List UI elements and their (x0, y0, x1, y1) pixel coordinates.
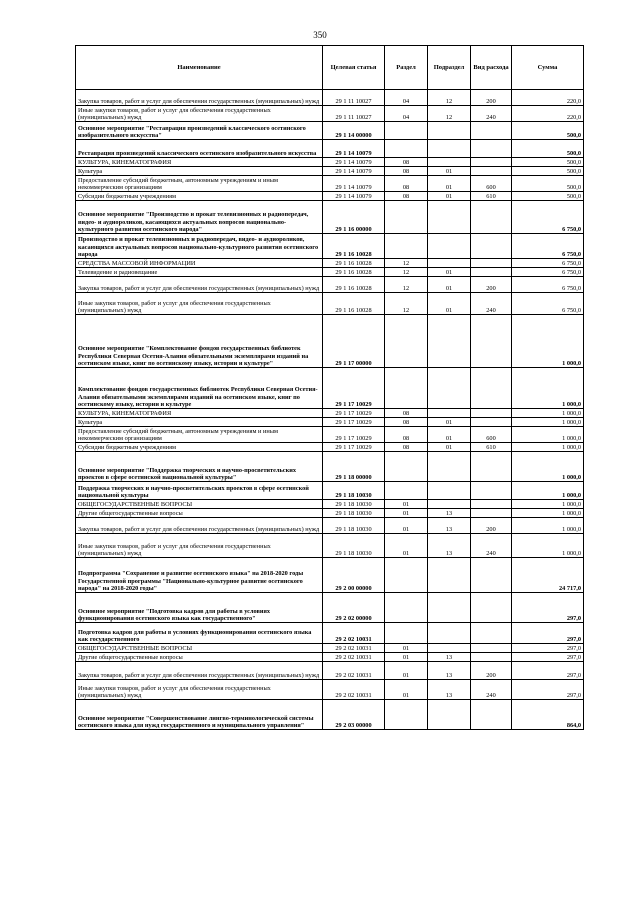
table-row (76, 500, 584, 509)
cell-expense-type: 240 (471, 680, 512, 700)
cell-expense-type: 610 (471, 192, 512, 201)
cell-expense-type (471, 201, 512, 234)
cell-section: 01 (385, 653, 428, 662)
cell-subsection: 01 (428, 443, 471, 452)
cell-expense-type (471, 259, 512, 268)
cell-subsection (428, 234, 471, 259)
cell-subsection (428, 409, 471, 418)
cell-article: 29 1 16 00000 (323, 201, 385, 234)
table-row (76, 176, 584, 192)
cell-name: ОБЩЕГОСУДАРСТВЕННЫЕ ВОПРОСЫ (76, 644, 323, 653)
cell-expense-type (471, 234, 512, 259)
cell-article: 29 2 02 10031 (323, 680, 385, 700)
cell-expense-type (471, 500, 512, 509)
cell-subsection: 12 (428, 106, 471, 122)
cell-name: Основное мероприятие "Подготовка кадров для работы в условиях функционирования осетинского языка как государственного" (76, 593, 323, 623)
cell-section: 08 (385, 192, 428, 201)
cell-expense-type: 610 (471, 443, 512, 452)
cell-amount: 1 000,0 (512, 482, 584, 500)
cell-subsection (428, 593, 471, 623)
cell-section (385, 122, 428, 140)
cell-section: 01 (385, 500, 428, 509)
cell-expense-type (471, 409, 512, 418)
cell-article: 29 1 18 10030 (323, 518, 385, 534)
cell-name: Предоставление субсидий бюджетным, автономным учреждениям и иным некоммерческим организациям (76, 176, 323, 192)
cell-amount: 297,0 (512, 593, 584, 623)
cell-subsection (428, 315, 471, 368)
cell-expense-type (471, 167, 512, 176)
cell-subsection (428, 644, 471, 653)
cell-section: 08 (385, 409, 428, 418)
table-row (76, 201, 584, 234)
table-row (76, 452, 584, 482)
cell-article: 29 1 14 10079 (323, 158, 385, 167)
table-row (76, 518, 584, 534)
cell-article: 29 1 14 10079 (323, 192, 385, 201)
table-row (76, 167, 584, 176)
cell-name: Иные закупки товаров, работ и услуг для обеспечения государственных (муниципальных) нужд (76, 293, 323, 315)
cell-amount: 1 000,0 (512, 418, 584, 427)
cell-name: Предоставление субсидий бюджетным, автономным учреждениям и иным некоммерческим организациям (76, 427, 323, 443)
cell-expense-type: 200 (471, 662, 512, 680)
cell-article: 29 1 11 10027 (323, 90, 385, 106)
cell-amount: 500,0 (512, 167, 584, 176)
table-row (76, 623, 584, 644)
cell-subsection (428, 122, 471, 140)
cell-amount: 297,0 (512, 644, 584, 653)
cell-article: 29 1 17 10029 (323, 427, 385, 443)
table-row (76, 644, 584, 653)
cell-section: 12 (385, 293, 428, 315)
table-row (76, 509, 584, 518)
header-name: Наименование (76, 46, 323, 90)
cell-name: Другие общегосударственные вопросы (76, 653, 323, 662)
cell-expense-type (471, 700, 512, 730)
cell-section: 08 (385, 176, 428, 192)
cell-subsection: 13 (428, 518, 471, 534)
cell-amount: 500,0 (512, 176, 584, 192)
cell-expense-type: 600 (471, 176, 512, 192)
cell-name: Культура (76, 418, 323, 427)
cell-name: ОБЩЕГОСУДАРСТВЕННЫЕ ВОПРОСЫ (76, 500, 323, 509)
cell-expense-type (471, 368, 512, 409)
cell-article: 29 1 16 10028 (323, 293, 385, 315)
table-row (76, 558, 584, 593)
cell-article: 29 2 02 10031 (323, 653, 385, 662)
cell-expense-type: 240 (471, 293, 512, 315)
header-article: Целевая статья (323, 46, 385, 90)
cell-article: 29 1 17 10029 (323, 409, 385, 418)
cell-name: Основное мероприятие "Комплектование фондов государственных библиотек Республики Северная Осетия-Алания обязательными экземплярами изданий на осетинском языке, книг по осетинскому языку, истории и культуре" (76, 315, 323, 368)
cell-amount: 1 000,0 (512, 534, 584, 558)
cell-amount: 500,0 (512, 122, 584, 140)
cell-article: 29 2 02 00000 (323, 593, 385, 623)
cell-amount: 6 750,0 (512, 259, 584, 268)
cell-expense-type: 240 (471, 534, 512, 558)
cell-amount: 297,0 (512, 653, 584, 662)
cell-expense-type (471, 418, 512, 427)
cell-expense-type (471, 593, 512, 623)
cell-section: 01 (385, 644, 428, 653)
cell-subsection (428, 700, 471, 730)
table-row (76, 158, 584, 167)
table-row (76, 662, 584, 680)
cell-expense-type (471, 452, 512, 482)
cell-expense-type (471, 122, 512, 140)
table-row (76, 593, 584, 623)
cell-amount: 297,0 (512, 680, 584, 700)
cell-article: 29 1 16 10028 (323, 268, 385, 277)
cell-article: 29 1 18 10030 (323, 500, 385, 509)
cell-subsection: 01 (428, 277, 471, 293)
cell-expense-type (471, 558, 512, 593)
cell-expense-type (471, 315, 512, 368)
cell-name: Реставрация произведений классического осетинского изобразительного искусства (76, 140, 323, 158)
cell-article: 29 1 17 10029 (323, 368, 385, 409)
cell-name: Иные закупки товаров, работ и услуг для обеспечения государственных (муниципальных) нужд (76, 534, 323, 558)
cell-section: 01 (385, 534, 428, 558)
cell-article: 29 1 11 10027 (323, 106, 385, 122)
cell-amount: 1 000,0 (512, 368, 584, 409)
cell-section: 01 (385, 518, 428, 534)
table-row (76, 409, 584, 418)
cell-amount: 1 000,0 (512, 409, 584, 418)
cell-section: 01 (385, 662, 428, 680)
cell-expense-type: 200 (471, 518, 512, 534)
cell-name: Телевидение и радиовещание (76, 268, 323, 277)
cell-name: Закупка товаров, работ и услуг для обеспечения государственных (муниципальных) нужд (76, 518, 323, 534)
header-section: Раздел (385, 46, 428, 90)
cell-subsection (428, 368, 471, 409)
table-row (76, 315, 584, 368)
cell-section: 08 (385, 443, 428, 452)
cell-section (385, 140, 428, 158)
cell-article: 29 1 14 10079 (323, 176, 385, 192)
cell-section (385, 368, 428, 409)
cell-expense-type (471, 482, 512, 500)
header-amount: Сумма (512, 46, 584, 90)
cell-expense-type (471, 140, 512, 158)
cell-section: 04 (385, 90, 428, 106)
cell-amount: 1 000,0 (512, 509, 584, 518)
cell-subsection (428, 482, 471, 500)
cell-article: 29 1 14 00000 (323, 122, 385, 140)
cell-section (385, 201, 428, 234)
cell-section: 08 (385, 418, 428, 427)
cell-name: Другие общегосударственные вопросы (76, 509, 323, 518)
cell-name: Закупка товаров, работ и услуг для обеспечения государственных (муниципальных) нужд (76, 90, 323, 106)
table-row (76, 680, 584, 700)
cell-article: 29 2 02 10031 (323, 662, 385, 680)
cell-article: 29 1 17 00000 (323, 315, 385, 368)
cell-section: 08 (385, 158, 428, 167)
table-body (76, 90, 584, 730)
cell-amount: 1 000,0 (512, 443, 584, 452)
header-expense-type: Вид расхода (471, 46, 512, 90)
cell-article: 29 1 18 10030 (323, 482, 385, 500)
cell-subsection (428, 500, 471, 509)
cell-section: 01 (385, 509, 428, 518)
table-row (76, 293, 584, 315)
cell-article: 29 1 16 10028 (323, 259, 385, 268)
cell-name: Основное мероприятие "Производство и прокат телевизионных и радиопередач, видео- и аудиороликов, касающихся актуальных вопросов национально-культурного развития осетинского народа" (76, 201, 323, 234)
table-row (76, 122, 584, 140)
cell-amount: 24 717,0 (512, 558, 584, 593)
cell-subsection: 13 (428, 653, 471, 662)
cell-subsection: 01 (428, 418, 471, 427)
cell-amount: 1 000,0 (512, 518, 584, 534)
cell-name: Закупка товаров, работ и услуг для обеспечения государственных (муниципальных) нужд (76, 277, 323, 293)
cell-amount: 6 750,0 (512, 234, 584, 259)
cell-expense-type (471, 653, 512, 662)
cell-article: 29 2 00 00000 (323, 558, 385, 593)
cell-section (385, 593, 428, 623)
cell-name: Основное мероприятие "Реставрация произведений классического осетинского изобразительного искусства" (76, 122, 323, 140)
cell-section: 04 (385, 106, 428, 122)
cell-expense-type (471, 623, 512, 644)
cell-name: Подготовка кадров для работы в условиях функционирования осетинского языка как государственного (76, 623, 323, 644)
cell-article: 29 1 16 10028 (323, 277, 385, 293)
cell-subsection (428, 201, 471, 234)
cell-name: Субсидии бюджетным учреждениям (76, 192, 323, 201)
cell-amount: 1 000,0 (512, 452, 584, 482)
cell-subsection: 13 (428, 534, 471, 558)
table-header-row (76, 46, 584, 90)
cell-section (385, 315, 428, 368)
table-row (76, 259, 584, 268)
cell-amount: 1 000,0 (512, 427, 584, 443)
table-row (76, 700, 584, 730)
cell-subsection: 01 (428, 293, 471, 315)
cell-section (385, 452, 428, 482)
cell-amount: 1 000,0 (512, 500, 584, 509)
cell-amount: 500,0 (512, 192, 584, 201)
cell-subsection: 13 (428, 509, 471, 518)
cell-subsection: 01 (428, 192, 471, 201)
cell-section (385, 234, 428, 259)
cell-amount: 6 750,0 (512, 268, 584, 277)
cell-subsection (428, 452, 471, 482)
cell-subsection (428, 158, 471, 167)
cell-section: 08 (385, 167, 428, 176)
cell-name: Культура (76, 167, 323, 176)
cell-article: 29 2 02 10031 (323, 623, 385, 644)
cell-article: 29 1 17 10029 (323, 418, 385, 427)
cell-subsection: 01 (428, 176, 471, 192)
cell-subsection (428, 140, 471, 158)
cell-subsection (428, 259, 471, 268)
cell-section (385, 700, 428, 730)
cell-amount: 297,0 (512, 662, 584, 680)
cell-name: Закупка товаров, работ и услуг для обеспечения государственных (муниципальных) нужд (76, 662, 323, 680)
cell-expense-type (471, 509, 512, 518)
table-row (76, 234, 584, 259)
cell-amount: 220,0 (512, 106, 584, 122)
cell-article: 29 1 17 10029 (323, 443, 385, 452)
cell-subsection: 01 (428, 268, 471, 277)
cell-article: 29 1 16 10028 (323, 234, 385, 259)
cell-expense-type: 600 (471, 427, 512, 443)
cell-amount: 500,0 (512, 158, 584, 167)
cell-subsection: 13 (428, 662, 471, 680)
cell-subsection: 13 (428, 680, 471, 700)
cell-name: Основное мероприятие "Поддержка творческих и научно-просветительских проектов в сфере осетинской национальной культуры" (76, 452, 323, 482)
cell-subsection: 12 (428, 90, 471, 106)
cell-subsection (428, 623, 471, 644)
cell-article: 29 2 03 00000 (323, 700, 385, 730)
cell-subsection: 01 (428, 167, 471, 176)
cell-article: 29 1 14 10079 (323, 167, 385, 176)
cell-expense-type: 200 (471, 90, 512, 106)
table-row (76, 653, 584, 662)
table-row (76, 443, 584, 452)
cell-section (385, 482, 428, 500)
cell-section (385, 623, 428, 644)
table-row (76, 368, 584, 409)
table-row (76, 277, 584, 293)
cell-name: Комплектование фондов государственных библиотек Республики Северная Осетия-Алания обязательными экземплярами изданий на осетинском языке, книг по осетинскому языку, истории и культуре (76, 368, 323, 409)
cell-article: 29 1 18 10030 (323, 509, 385, 518)
cell-section: 12 (385, 277, 428, 293)
cell-amount: 297,0 (512, 623, 584, 644)
cell-name: Основное мероприятие "Совершенствование лингво-терминологической системы осетинского языка для нужд государственного и муниципального управления" (76, 700, 323, 730)
cell-subsection (428, 558, 471, 593)
cell-name: Иные закупки товаров, работ и услуг для обеспечения государственных (муниципальных) нужд (76, 680, 323, 700)
cell-article: 29 1 14 10079 (323, 140, 385, 158)
table-row (76, 90, 584, 106)
cell-section: 08 (385, 427, 428, 443)
cell-amount: 6 750,0 (512, 201, 584, 234)
cell-name: Производство и прокат телевизионных и радиопередач, видео- и аудиороликов, касающихся актуальных вопросов национально-культурного развития осетинского народа (76, 234, 323, 259)
cell-article: 29 1 18 10030 (323, 534, 385, 558)
budget-table (75, 45, 584, 730)
page-number: 350 (313, 30, 327, 40)
table-row (76, 268, 584, 277)
table-row (76, 427, 584, 443)
cell-expense-type: 240 (471, 106, 512, 122)
cell-name: Поддержка творческих и научно-просветительских проектов в сфере осетинской национальной культуры (76, 482, 323, 500)
cell-amount: 864,0 (512, 700, 584, 730)
cell-name: СРЕДСТВА МАССОВОЙ ИНФОРМАЦИИ (76, 259, 323, 268)
table-row (76, 106, 584, 122)
cell-name: Подпрограмма "Сохранение и развитие осетинского языка" на 2018-2020 годы Государственной программы "Национально-культурное развитие осетинского народа" на 2018-2020 годы" (76, 558, 323, 593)
cell-expense-type (471, 644, 512, 653)
cell-amount: 220,0 (512, 90, 584, 106)
cell-amount: 6 750,0 (512, 277, 584, 293)
cell-section: 12 (385, 268, 428, 277)
table-row (76, 534, 584, 558)
cell-article: 29 2 02 10031 (323, 644, 385, 653)
cell-amount: 1 000,0 (512, 315, 584, 368)
cell-expense-type (471, 268, 512, 277)
cell-section: 01 (385, 680, 428, 700)
cell-amount: 6 750,0 (512, 293, 584, 315)
cell-amount: 500,0 (512, 140, 584, 158)
cell-subsection: 01 (428, 427, 471, 443)
cell-name: Иные закупки товаров, работ и услуг для обеспечения государственных (муниципальных) нужд (76, 106, 323, 122)
header-subsection: Подраздел (428, 46, 471, 90)
cell-section (385, 558, 428, 593)
table-row (76, 482, 584, 500)
table-row (76, 418, 584, 427)
table-row (76, 140, 584, 158)
cell-section: 12 (385, 259, 428, 268)
cell-expense-type: 200 (471, 277, 512, 293)
cell-name: КУЛЬТУРА, КИНЕМАТОГРАФИЯ (76, 158, 323, 167)
cell-name: КУЛЬТУРА, КИНЕМАТОГРАФИЯ (76, 409, 323, 418)
cell-article: 29 1 18 00000 (323, 452, 385, 482)
table-row (76, 192, 584, 201)
cell-expense-type (471, 158, 512, 167)
cell-name: Субсидии бюджетным учреждениям (76, 443, 323, 452)
